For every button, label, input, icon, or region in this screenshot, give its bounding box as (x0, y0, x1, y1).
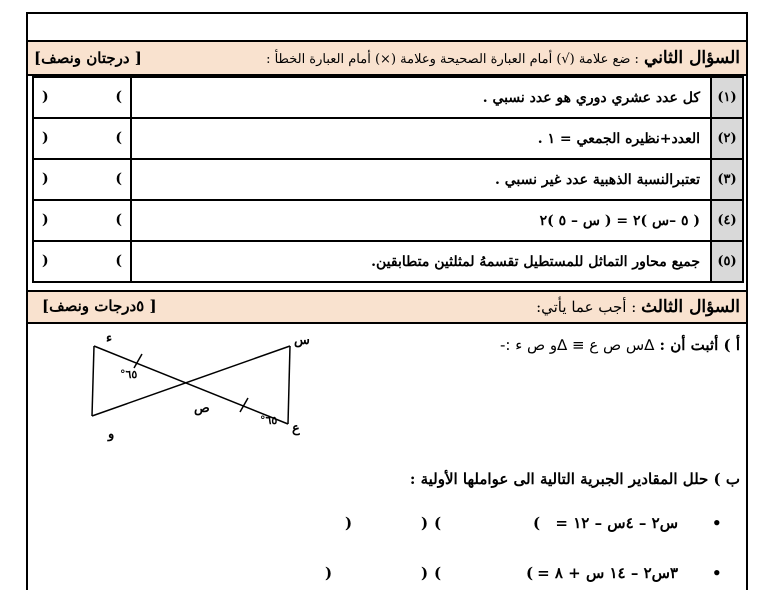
equation-2-paren-3: ( (434, 564, 442, 582)
question-3-label: السؤال الثالث (641, 297, 740, 317)
question-2-marks: [ درجتان ونصف] (34, 49, 142, 67)
answer-box[interactable] (33, 118, 131, 159)
equation-1-paren-2: ) (421, 514, 429, 532)
question-2-instruction: : ضع علامة (√) أمام العبارة الصحيحة وعلامة (×) أمام العبارة الخطأ : (266, 52, 639, 67)
segment-s-ain (288, 346, 290, 424)
question-3-marks: [ ٥درجات ونصف] (42, 297, 157, 315)
answer-paren-open: ( (115, 130, 122, 146)
answer-paren-close: ) (42, 212, 49, 228)
statement-text: العدد+نظيره الجمعي = ١ . (131, 118, 711, 159)
equation-2-paren-4: ) (325, 564, 333, 582)
statement-text: جميع محاور التماثل للمستطيل تقسمهُ لمثلثين متطابقين. (131, 241, 711, 282)
equation-1-expr: س٢ – ٤س – ١٢ = (555, 514, 678, 532)
question-2-header (28, 40, 746, 76)
triangles-figure (74, 332, 334, 452)
part-b-line: ب ) حلل المقادير الجبرية التالية الى عواملها الأولية : (409, 470, 740, 488)
statement-text: ( ٥ –س )٢ = ( س – ٥ )٢ (131, 200, 711, 241)
angle-label-2: °٦٥ (260, 414, 278, 427)
answer-box[interactable] (33, 200, 131, 241)
tf-row (33, 200, 743, 241)
tf-row (33, 159, 743, 200)
answer-box[interactable] (33, 77, 131, 118)
part-a-label: أ ) أثبت أن : (659, 336, 740, 354)
label-sad: ص (194, 401, 210, 416)
label-w: و (108, 427, 115, 442)
answer-paren-close: ) (42, 171, 49, 187)
question-3-title (536, 297, 740, 317)
equation-1-paren-1: ( (533, 514, 541, 532)
question-3-instruction: : أجب عما يأتي: (536, 298, 637, 316)
statement-number: (٣) (711, 159, 743, 200)
equation-1-paren-3: ( (434, 514, 442, 532)
exam-page (26, 12, 748, 590)
equation-2-expr: ٣س٢ – ١٤ س + ٨ = (537, 564, 678, 582)
true-false-table (32, 76, 744, 283)
question-3-header (28, 290, 746, 324)
statement-text: كل عدد عشري دوري هو عدد نسبي . (131, 77, 711, 118)
statement-number: (٥) (711, 241, 743, 282)
segment-d-w (92, 346, 94, 416)
answer-paren-close: ) (42, 130, 49, 146)
answer-paren-close: ) (42, 253, 49, 269)
tick-mark-1 (134, 354, 142, 368)
answer-box[interactable] (33, 241, 131, 282)
question-2-label: السؤال الثاني (644, 48, 740, 68)
bullet-2: • (712, 564, 722, 582)
statement-number: (٤) (711, 200, 743, 241)
answer-paren-open: ( (115, 171, 122, 187)
answer-paren-open: ( (115, 89, 122, 105)
statement-number: (١) (711, 77, 743, 118)
bullet-1: • (712, 514, 722, 532)
question-2-title (266, 48, 740, 68)
answer-paren-open: ( (115, 253, 122, 269)
tf-row (33, 77, 743, 118)
equation-2-paren-2: ) (421, 564, 429, 582)
part-a-congruence: ∆س ص ع ≡ ∆و ص ء :- (499, 336, 655, 354)
answer-paren-open: ( (115, 212, 122, 228)
label-ain: ع (292, 421, 300, 436)
statement-number: (٢) (711, 118, 743, 159)
equation-1-paren-4: ) (345, 514, 353, 532)
angle-label-1: °٦٥ (120, 368, 138, 381)
answer-paren-close: ) (42, 89, 49, 105)
statement-text: تعتبرالنسبة الذهبية عدد غير نسبي . (131, 159, 711, 200)
equation-2-paren-1: ( (526, 564, 534, 582)
label-s: س (294, 333, 310, 348)
tf-row (33, 241, 743, 282)
part-a-line (500, 336, 740, 354)
tf-row (33, 118, 743, 159)
label-d: ء (106, 332, 113, 346)
answer-box[interactable] (33, 159, 131, 200)
